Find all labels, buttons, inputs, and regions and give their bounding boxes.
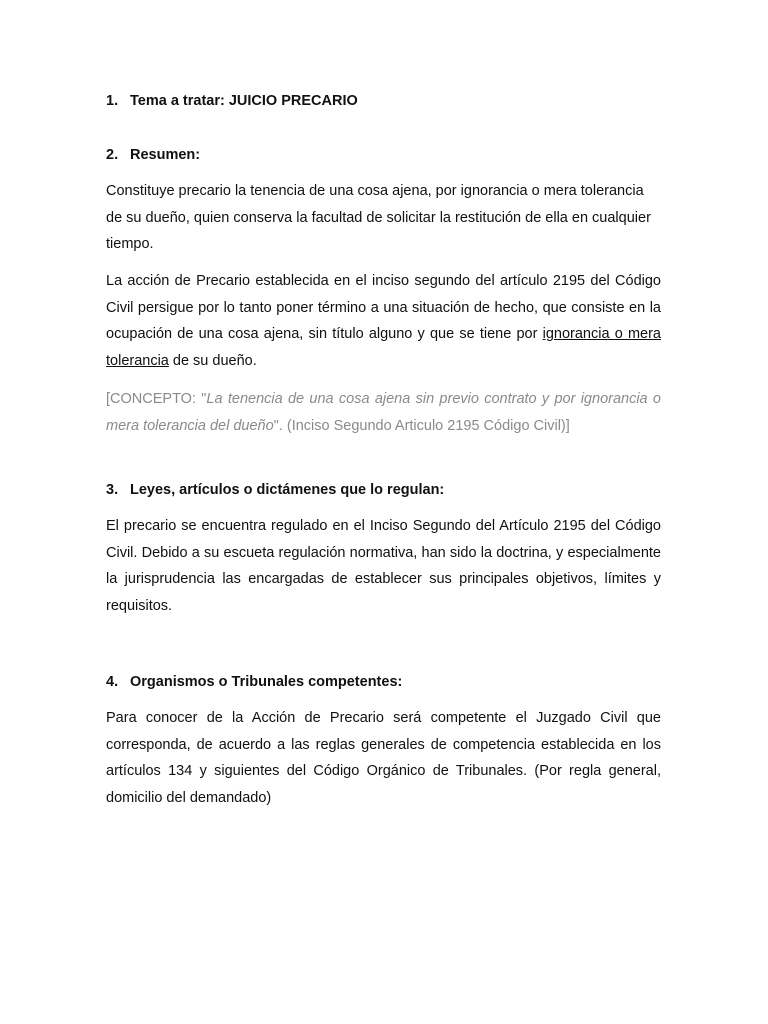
- paragraph-text: de su dueño.: [168, 352, 257, 369]
- section-1-heading: [106, 91, 661, 111]
- underlined-text: ignorancia o mera tolerancia: [106, 326, 661, 369]
- section-title: Organismos o Tribunales competentes:: [130, 674, 403, 690]
- section-number: 2.: [106, 147, 119, 163]
- concept-quote: [106, 386, 661, 439]
- section-title: Tema a tratar: JUICIO PRECARIO: [130, 93, 358, 109]
- section-title: Leyes, artículos o dictámenes que lo regulan:: [130, 482, 445, 498]
- paragraph-text: La acción de Precario establecida en el inciso segundo del artículo 2195 del Código Civil persigue por lo tanto poner término a una situación de hecho, que consiste en la ocupación de una cosa ajena, sin título alguno y que se tiene por: [106, 273, 661, 342]
- section-number: 1.: [106, 93, 119, 109]
- summary-paragraph-1: Constituye precario la tenencia de una cosa ajena, por ignorancia o mera tolerancia de su dueño, quien conserva la facultad de solicitar la restitución de ella en cualquier tiempo.: [106, 183, 651, 252]
- section-4-heading: [106, 672, 661, 692]
- section-number: 3.: [106, 482, 119, 498]
- quote-open: [CONCEPTO: ": [106, 391, 207, 407]
- tribunals-paragraph: Para conocer de la Acción de Precario será competente el Juzgado Civil que corresponda, de acuerdo a las reglas generales de competencia establecida en los artículos 134 y siguientes del Código Orgánico de Tribunales. (Por regla general, domicilio del demandado): [106, 710, 661, 806]
- quote-italic-text: La tenencia de una cosa ajena sin previo contrato y por ignorancia o mera tolerancia del dueño: [106, 391, 661, 434]
- section-3-heading: [106, 480, 661, 500]
- section-title: Resumen:: [130, 147, 201, 163]
- quote-close: ". (Inciso Segundo Articulo 2195 Código Civil)]: [273, 417, 570, 434]
- section-2-heading: [106, 145, 661, 165]
- section-number: 4.: [106, 674, 119, 690]
- laws-paragraph: El precario se encuentra regulado en el Inciso Segundo del Artículo 2195 del Código Civil. Debido a su escueta regulación normativa, han sido la doctrina, y especialmente la jurisprudencia las encargadas de establecer sus principales objetivos, límites y requisitos.: [106, 518, 661, 614]
- summary-paragraph-2: [106, 268, 661, 374]
